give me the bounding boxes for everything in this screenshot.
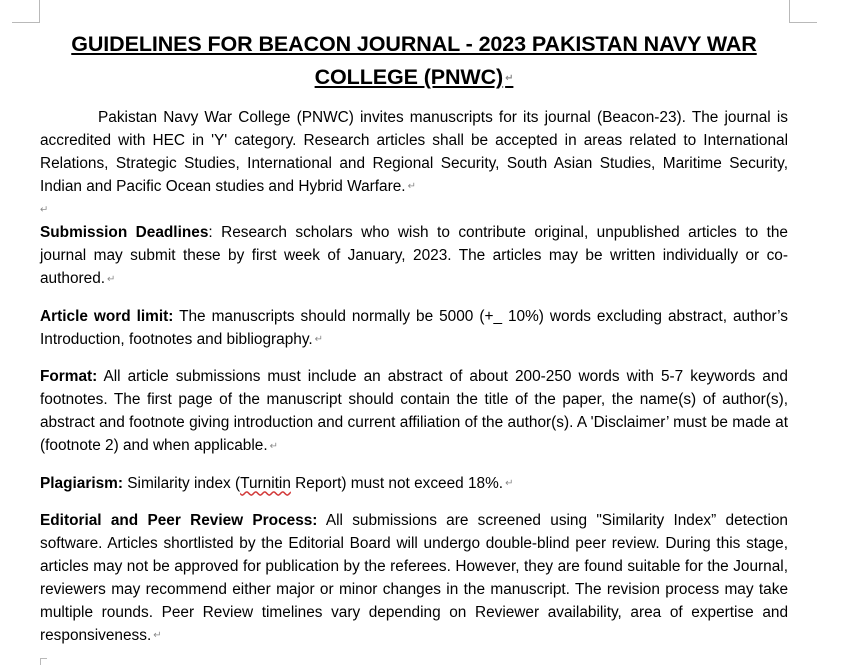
- crop-mark-top-left: [12, 0, 40, 23]
- document-body[interactable]: [40, 22, 788, 647]
- paragraph-mark-icon: ↵: [40, 204, 49, 216]
- section-label: Submission Deadlines: [40, 224, 209, 242]
- section-text: : Research scholars who wish to contribute original, unpublished articles to the journal may submit these by first week of January, 2023. The articles may be written individually or co-authored.: [40, 224, 788, 288]
- plagiarism-paragraph: [40, 472, 788, 495]
- section-text: All article submissions must include an abstract of about 200-250 words with 5-7 keywords and footnotes. The first page of the manuscript should contain the title of the paper, the name(s) of author(s), abstract and footnote giving introduction and current affiliation of the author(s). A 'Disclaimer’ must be made at (footnote 2) and when applicable.: [40, 368, 788, 455]
- section-label: Article word limit:: [40, 307, 174, 325]
- section-label: Plagiarism:: [40, 474, 123, 492]
- section-text: The manuscripts should normally be 5000 (+_ 10%) words excluding abstract, author’s Introduction, footnotes and bibliography.: [40, 307, 788, 348]
- crop-mark-bottom-left: [40, 658, 47, 665]
- paragraph-mark-icon: ↵: [153, 630, 162, 642]
- paragraph-mark-icon: ↵: [407, 181, 416, 193]
- title-text: GUIDELINES FOR BEACON JOURNAL - 2023 PAKISTAN NAVY WAR COLLEGE (PNWC): [71, 32, 757, 89]
- crop-mark-top-right: [789, 0, 817, 23]
- empty-paragraph: [40, 198, 788, 221]
- intro-paragraph: [40, 106, 788, 198]
- section-label: Editorial and Peer Review Process:: [40, 512, 318, 530]
- section-text: All submissions are screened using "Similarity Index” detection software. Articles shortlisted by the Editorial Board will undergo double-blind peer review. During this stage, articles may not be approved for publication by the referees. However, they are found suitable for the Journal, reviewers may recommend either major or minor changes in the manuscript. The revision process may take multiple rounds. Peer Review timelines vary depending on Reviewer availability, area of expertise and responsiveness.: [40, 512, 788, 645]
- word-limit-paragraph: [40, 305, 788, 351]
- paragraph-mark-icon: ↵: [107, 273, 116, 285]
- paragraph-mark-icon: ↵: [505, 478, 514, 490]
- spellcheck-flagged-word[interactable]: Turnitin: [240, 474, 291, 492]
- submission-deadlines-paragraph: [40, 221, 788, 290]
- section-text: Report) must not exceed 18%.: [290, 474, 504, 492]
- format-paragraph: [40, 365, 788, 457]
- paragraph-mark-icon: ↵: [314, 334, 324, 346]
- section-label: Format:: [40, 368, 98, 386]
- section-text: Similarity index (: [122, 474, 241, 492]
- document-title: [40, 28, 788, 95]
- intro-text: Pakistan Navy War College (PNWC) invites manuscripts for its journal (Beacon-23). The journal is accredited with HEC in 'Y' category. Research articles shall be accepted in areas related to International Relations, Strategic Studies, International and Regional Security, South Asian Studies, Maritime Security, Indian and Pacific Ocean studies and Hybrid Warfare.: [40, 108, 788, 195]
- peer-review-paragraph: [40, 509, 788, 647]
- paragraph-mark-icon: ↵: [505, 72, 514, 84]
- paragraph-mark-icon: ↵: [269, 440, 278, 452]
